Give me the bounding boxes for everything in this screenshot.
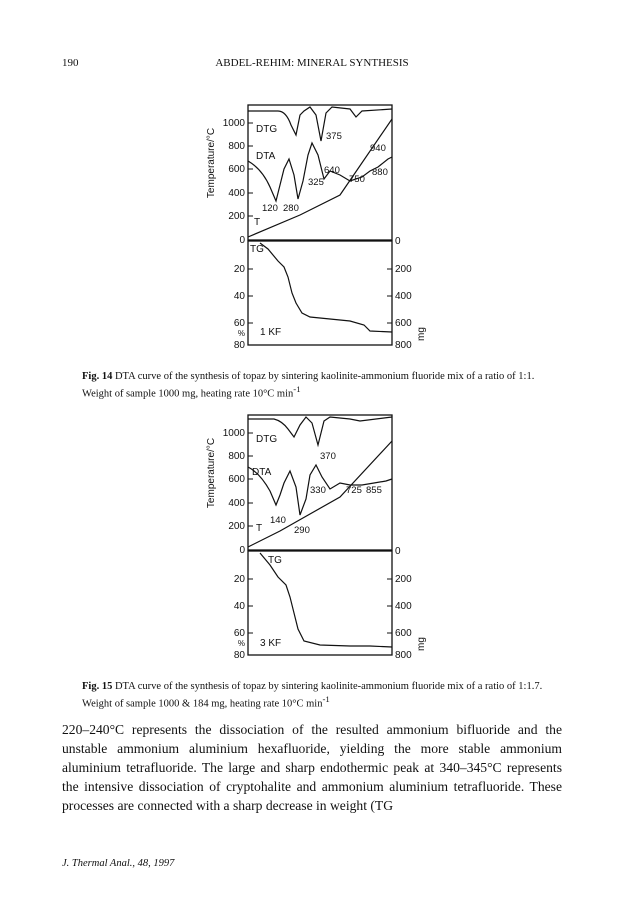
dtg-label: DTG [256, 124, 278, 135]
pct-tick: 80 [233, 650, 245, 661]
dta-label: DTA [252, 467, 272, 478]
mg-tick: 800 [395, 340, 412, 351]
mg-tick: 200 [395, 574, 412, 585]
caption-sup: -1 [322, 694, 330, 704]
temp-tick: 200 [228, 211, 245, 222]
mg-unit: mg [416, 327, 427, 341]
temp-tick: 800 [228, 451, 245, 462]
pct-unit: % [237, 639, 245, 648]
body-paragraph: 220–240°C represents the dissociation of the resulted ammonium bifluoride and the unstable ammonium aluminium hexafluoride, yielding the more stable ammonium aluminium tetrafluoride. The large and sharp endothermic peak at 340–345°C represents the intensive dissociation of cryptohalite and ammonium aluminium tetrafluoride. These processes are connected with a sharp decrease in weight (TG [62, 722, 562, 813]
peak-label: 280 [283, 203, 299, 214]
peak-label: 290 [294, 525, 310, 536]
temp-tick: 1000 [222, 428, 245, 439]
temp-tick: 1000 [222, 118, 245, 129]
caption-text: DTA curve of the synthesis of topaz by sintering kaolinite-ammonium fluoride mix of a ratio of 1:1.7. Weight of sample 1000 & 184 mg, heating rate 10°C min [82, 681, 543, 710]
peak-label: 140 [270, 515, 286, 526]
t-label: T [254, 217, 261, 228]
pct-tick: 60 [233, 628, 245, 639]
page-number: 190 [62, 57, 79, 69]
dta-label: DTA [256, 151, 276, 162]
peak-label: 370 [320, 451, 336, 462]
pct-tick: 20 [233, 264, 245, 275]
pct-unit: % [237, 329, 245, 338]
figure-15-caption [82, 680, 552, 711]
peak-label: 940 [370, 143, 386, 154]
temp-tick: 600 [228, 164, 245, 175]
caption-label: Fig. 14 [82, 371, 113, 382]
tg-curve [260, 553, 392, 647]
pct-tick: 80 [233, 340, 245, 351]
figure-14-caption [82, 370, 552, 401]
temperature-axis-title: Temperature/°C [206, 437, 217, 509]
temp-tick: 0 [239, 235, 245, 246]
peak-label: 725 [346, 485, 362, 496]
figure-14-thermogram [190, 95, 430, 365]
caption-sup: -1 [293, 384, 301, 394]
sample-label: 3 KF [260, 638, 282, 649]
pct-tick: 20 [233, 574, 245, 585]
sample-label: 1 KF [260, 327, 282, 338]
mg-tick: 0 [395, 236, 401, 247]
peak-label: 375 [326, 131, 342, 142]
temp-tick: 400 [228, 188, 245, 199]
mg-tick: 400 [395, 291, 412, 302]
temperature-axis-title: Temperature/°C [206, 127, 217, 199]
mg-tick: 200 [395, 264, 412, 275]
t-label: T [256, 523, 263, 534]
pct-tick: 40 [233, 601, 245, 612]
peak-label: 120 [262, 203, 278, 214]
mg-tick: 400 [395, 601, 412, 612]
temp-tick: 200 [228, 521, 245, 532]
temp-tick: 400 [228, 498, 245, 509]
pct-tick: 60 [233, 318, 245, 329]
temp-tick: 800 [228, 141, 245, 152]
temp-tick: 600 [228, 474, 245, 485]
mg-tick: 0 [395, 546, 401, 557]
mg-tick: 800 [395, 650, 412, 661]
dtg-label: DTG [256, 434, 278, 445]
mg-tick: 600 [395, 318, 412, 329]
tg-curve [260, 243, 392, 332]
peak-label: 750 [349, 174, 365, 185]
running-title: ABDEL-REHIM: MINERAL SYNTHESIS [215, 57, 409, 69]
pct-tick: 40 [233, 291, 245, 302]
peak-label: 880 [372, 167, 388, 178]
caption-text: DTA curve of the synthesis of topaz by sintering kaolinite-ammonium fluoride mix of a ratio of 1:1. Weight of sample 1000 mg, heating rate 10°C min [82, 371, 535, 400]
caption-label: Fig. 15 [82, 681, 113, 692]
peak-label: 330 [310, 485, 326, 496]
journal-footer: J. Thermal Anal., 48, 1997 [62, 858, 175, 869]
tg-label: TG [250, 244, 264, 255]
peak-label: 855 [366, 485, 382, 496]
tg-label: TG [268, 555, 282, 566]
peak-label: 325 [308, 177, 324, 188]
temp-tick: 0 [239, 545, 245, 556]
mg-unit: mg [416, 637, 427, 651]
figure-15-thermogram [190, 405, 430, 675]
mg-tick: 600 [395, 628, 412, 639]
peak-label: 640 [324, 165, 340, 176]
